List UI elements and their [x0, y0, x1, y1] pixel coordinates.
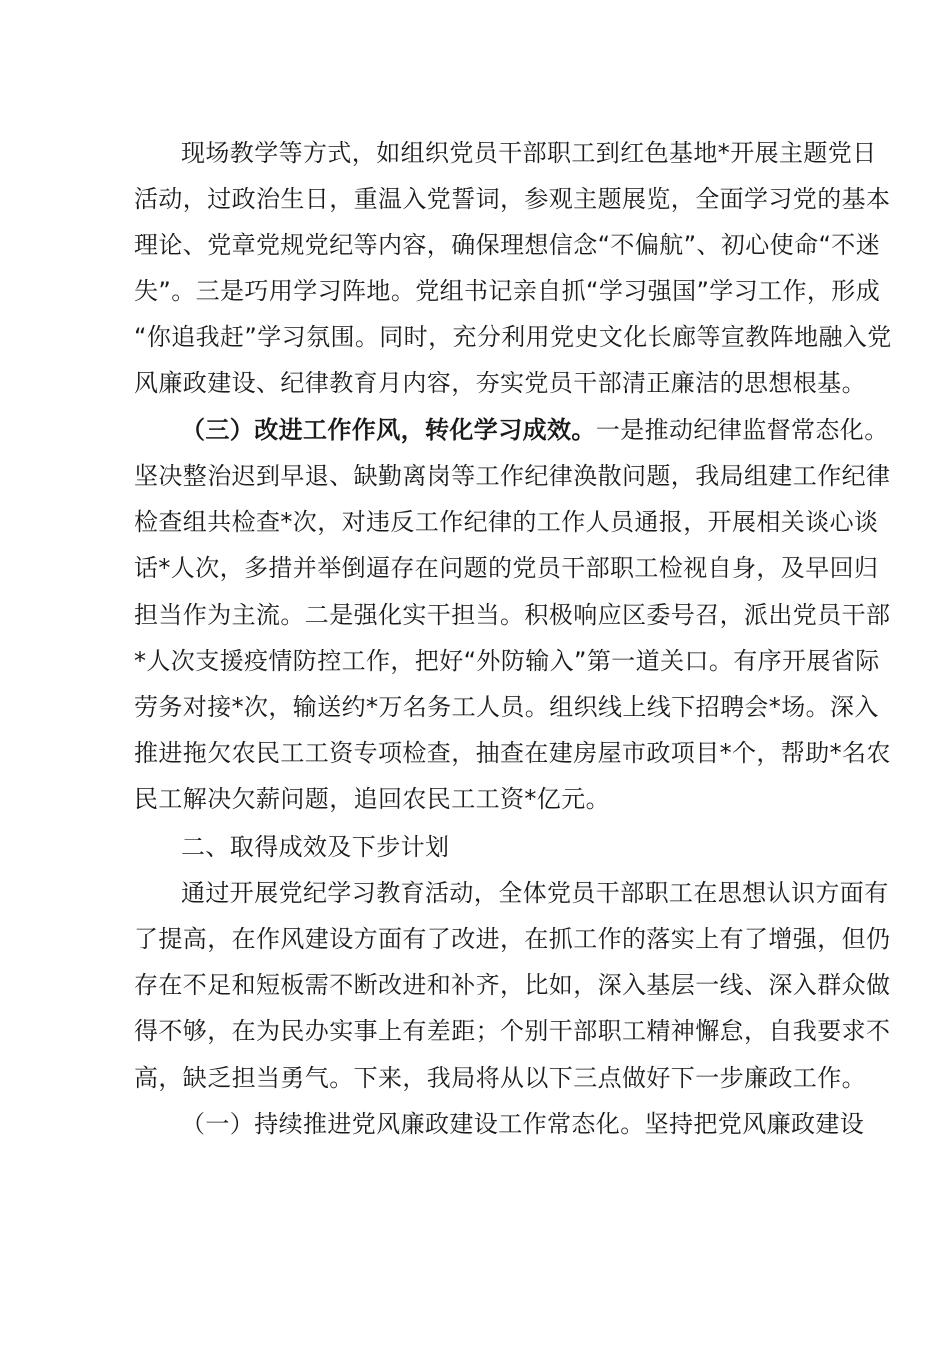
- paragraph-line: 担当作为主流。二是强化实干担当。积极响应区委号召，派出党员干部: [134, 601, 891, 629]
- paragraph-line: 坚决整治迟到早退、缺勤离岗等工作纪律涣散问题，我局组建工作纪律: [134, 462, 891, 490]
- subsection-line: （一）持续推进党风廉政建设工作常态化。坚持把党风廉政建设: [181, 1110, 865, 1138]
- paragraph-line: 得不够，在为民办实事上有差距；个别干部职工精神懈怠，自我要求不: [134, 1017, 891, 1045]
- section-three-text: 一是推动纪律监督常态化。: [595, 416, 889, 444]
- paragraph-line: 现场教学等方式，如组织党员干部职工到红色基地*开展主题党日: [181, 139, 877, 167]
- paragraph-line: “你追我赶”学习氛围。同时，充分利用党史文化长廊等宣教阵地融入党: [134, 323, 892, 351]
- section-heading: 二、取得成效及下步计划: [181, 833, 450, 861]
- paragraph-line: 存在不足和短板需不断改进和补齐，比如，深入基层一线、深入群众做: [134, 971, 891, 999]
- paragraph-line: 高，缺乏担当勇气。下来，我局将从以下三点做好下一步廉政工作。: [134, 1064, 866, 1092]
- paragraph-line: 活动，过政治生日，重温入党誓词，参观主题展览，全面学习党的基本: [134, 185, 891, 213]
- paragraph-line: 民工解决欠薪问题，追回农民工工资*亿元。: [134, 785, 610, 813]
- paragraph-line: 了提高，在作风建设方面有了改进，在抓工作的落实上有了增强，但仍: [134, 925, 891, 953]
- paragraph-line: 风廉政建设、纪律教育月内容，夯实党员干部清正廉洁的思想根基。: [134, 369, 866, 397]
- paragraph-line: *人次支援疫情防控工作，把好“外防输入”第一道关口。有序开展省际: [134, 647, 880, 675]
- paragraph-line: 话*人次，多措并举倒逼存在问题的党员干部职工检视自身，及早回归: [134, 554, 879, 582]
- section-three-line: [181, 415, 889, 445]
- paragraph-line: 劳务对接*次，输送约*万名务工人员。组织线上线下招聘会*场。深入: [134, 693, 879, 721]
- paragraph-line: 检查组共检查*次，对违反工作纪律的工作人员通报，开展相关谈心谈: [134, 508, 879, 536]
- paragraph-line: 理论、党章党规党纪等内容，确保理想信念“不偏航”、初心使命“不迷: [134, 231, 881, 259]
- paragraph-line: 推进拖欠农民工工资专项检查，抽查在建房屋市政项目*个，帮助*名农: [134, 739, 891, 767]
- paragraph-line: 失”。三是巧用学习阵地。党组书记亲自抓“学习强国”学习工作，形成: [134, 277, 881, 305]
- section-three-heading: （三）改进工作作风，转化学习成效。: [181, 416, 596, 444]
- paragraph-line: 通过开展党纪学习教育活动，全体党员干部职工在思想认识方面有: [181, 879, 889, 907]
